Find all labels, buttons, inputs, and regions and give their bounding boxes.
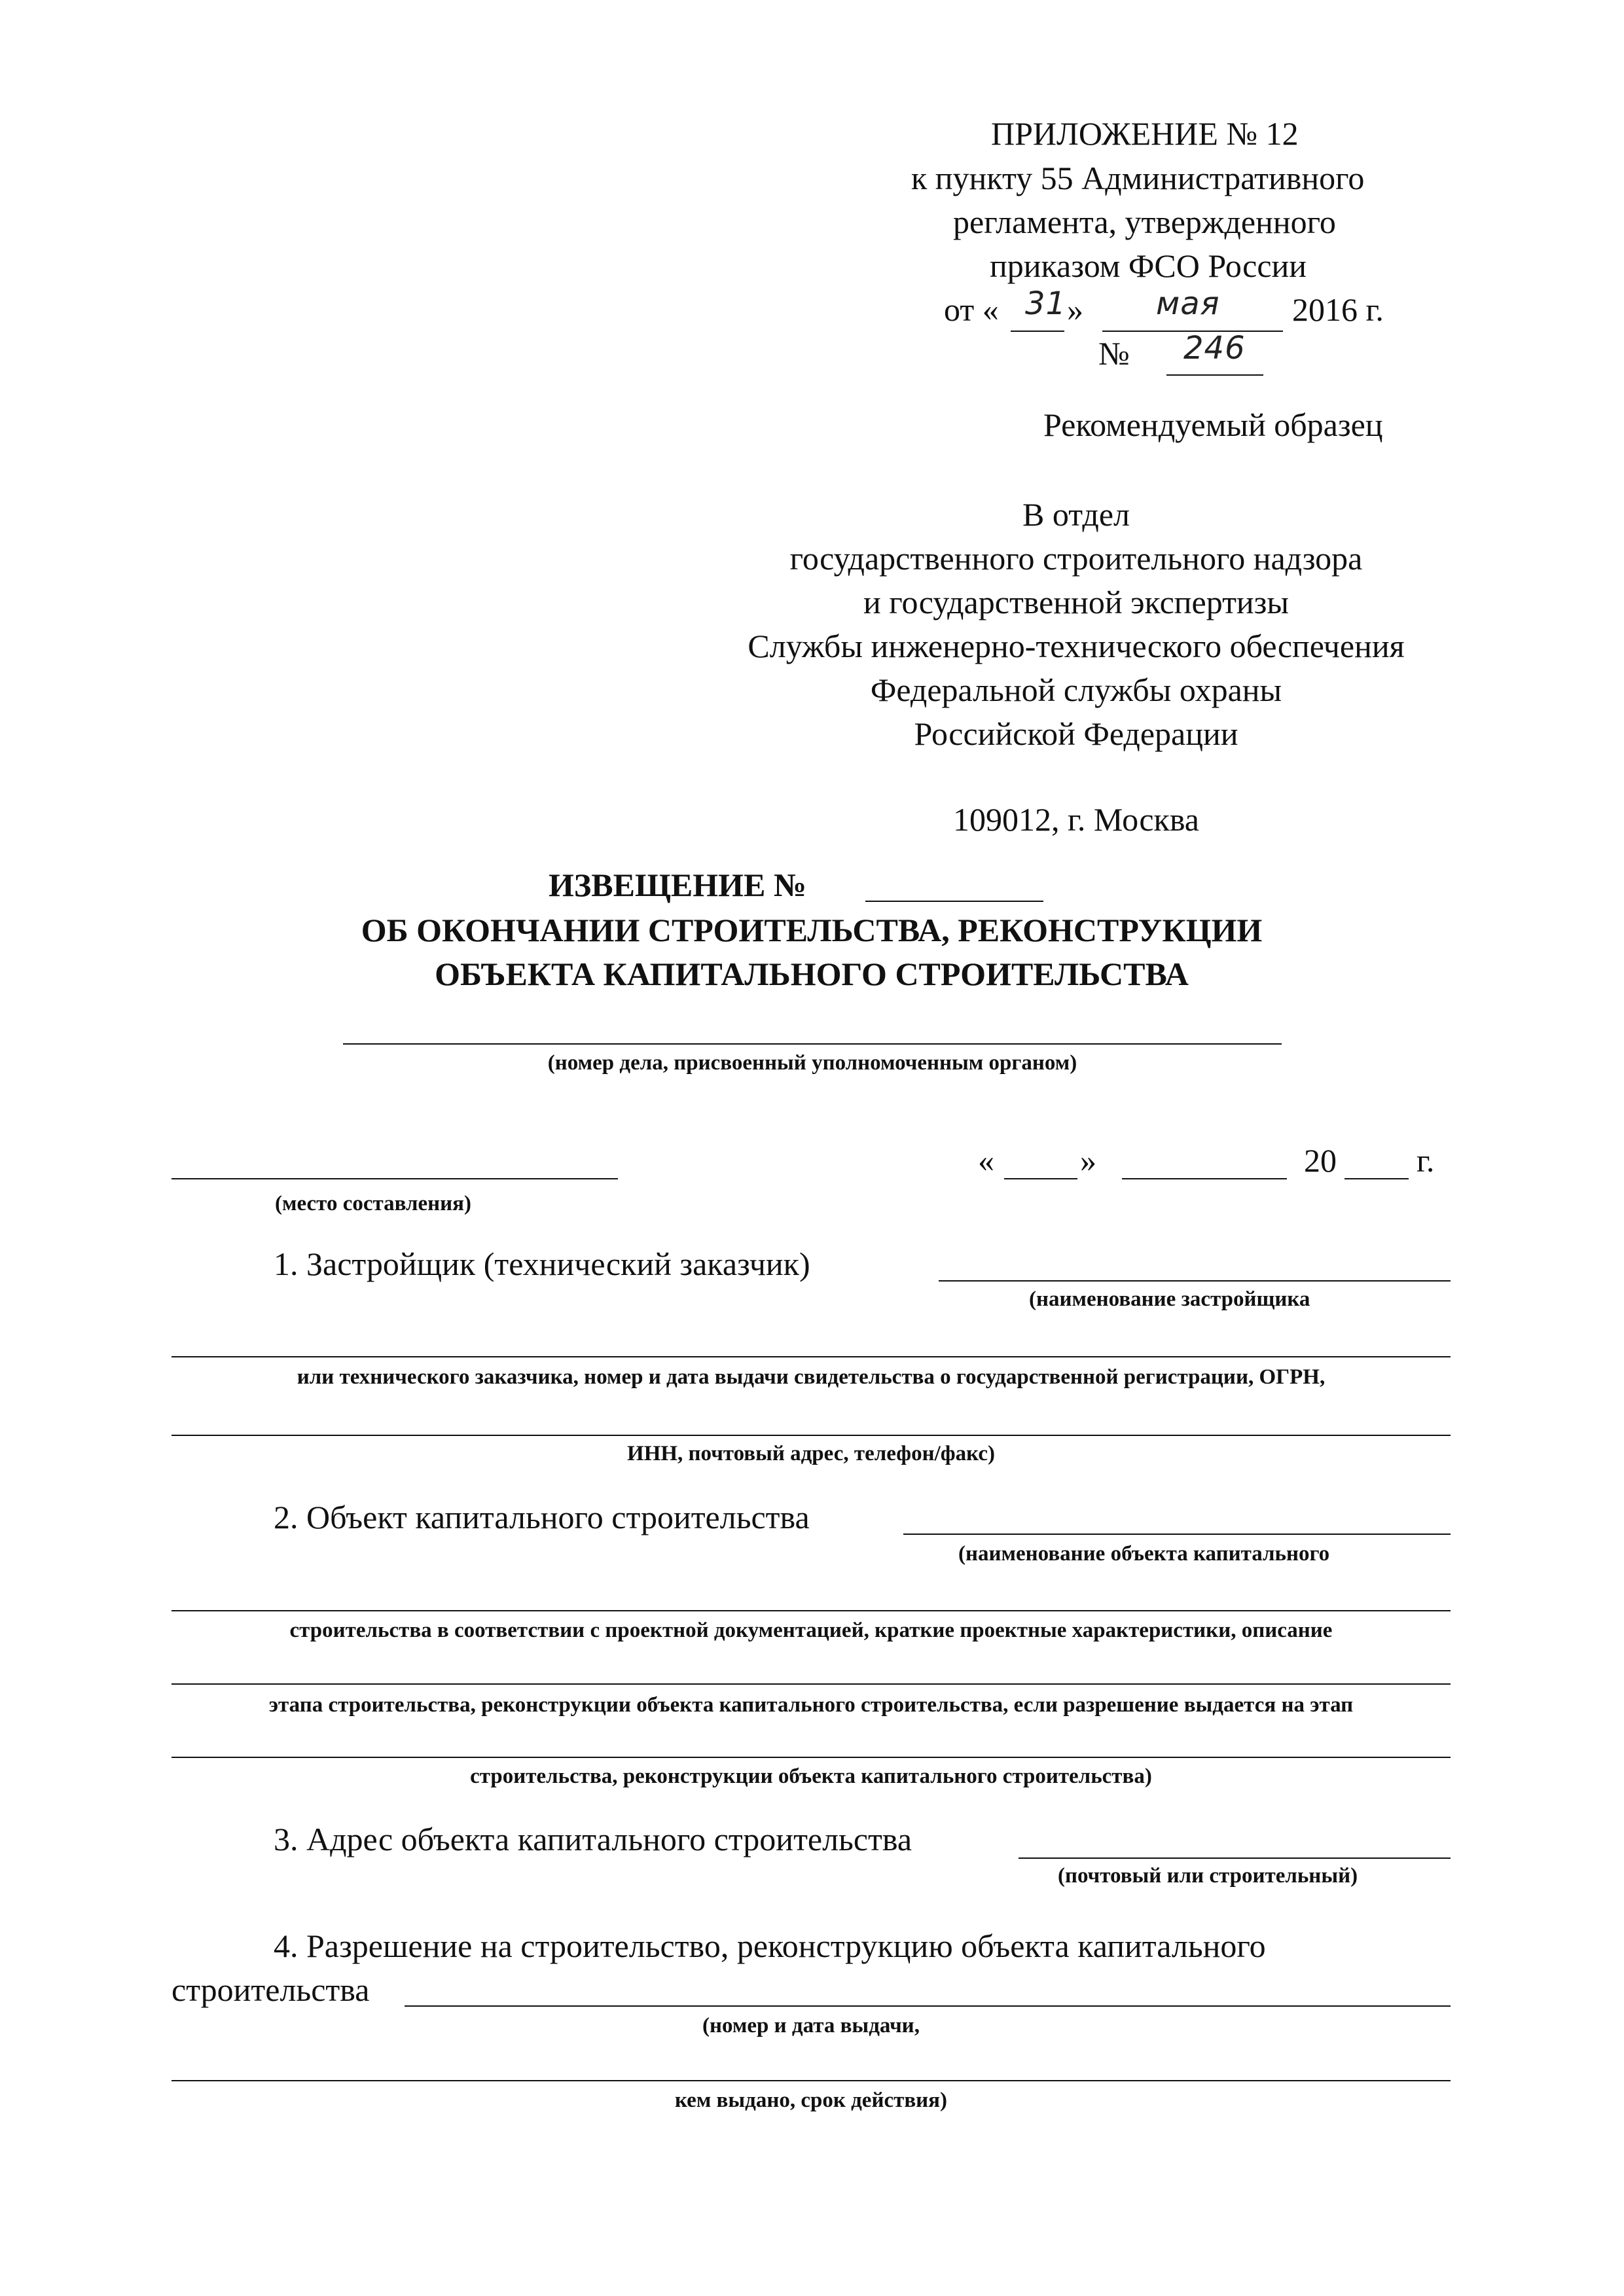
permit-field-2[interactable] <box>171 2080 1451 2081</box>
section-2-label: 2. Объект капитального строительства <box>274 1499 810 1535</box>
appendix-date-prefix: от « <box>944 291 999 328</box>
notice-heading-line-2: ОБ ОКОНЧАНИИ СТРОИТЕЛЬСТВА, РЕКОНСТРУКЦИИ <box>361 912 1263 948</box>
object-field-1[interactable] <box>903 1534 1451 1535</box>
developer-field-2[interactable] <box>171 1356 1451 1357</box>
section-4-label-line-2: строительства <box>171 1971 370 2008</box>
section-2-caption-1: (наименование объекта капитального <box>958 1542 1330 1566</box>
section-1-caption-2: или технического заказчика, номер и дата выдачи свидетельства о государственной регистрации, ОГРН, <box>297 1365 1326 1389</box>
appendix-line-2: регламента, утвержденного <box>953 204 1336 240</box>
address-field[interactable] <box>1019 1857 1451 1859</box>
addressee-line-1: В отдел <box>1022 496 1130 533</box>
section-3-caption-1: (почтовый или строительный) <box>1058 1864 1358 1888</box>
place-field[interactable] <box>171 1178 618 1179</box>
appendix-number-handwritten: 246 <box>1183 330 1246 367</box>
date-year-prefix: 20 <box>1304 1142 1337 1179</box>
notice-title: ИЗВЕЩЕНИЕ № <box>549 867 807 903</box>
appendix-line-3: приказом ФСО России <box>990 247 1307 284</box>
number-underline <box>1166 374 1263 376</box>
appendix-date-mid: » <box>1067 291 1083 328</box>
object-field-4[interactable] <box>171 1757 1451 1758</box>
date-close-quote: » <box>1080 1142 1096 1179</box>
date-open-quote: « <box>978 1142 994 1179</box>
section-2-caption-2: строительства в соответствии с проектной документацией, краткие проектные характеристики, описание <box>289 1619 1333 1642</box>
date-day-field[interactable] <box>1004 1178 1077 1179</box>
notice-number-field[interactable] <box>865 901 1043 902</box>
section-1-caption-3: ИНН, почтовый адрес, телефон/факс) <box>627 1442 995 1465</box>
addressee-line-2: государственного строительного надзора <box>789 540 1363 577</box>
section-4-caption-2: кем выдано, срок действия) <box>674 2089 947 2112</box>
object-field-3[interactable] <box>171 1683 1451 1685</box>
section-4-label-line-1: 4. Разрешение на строительство, реконструкцию объекта капитального <box>274 1928 1266 1964</box>
date-year-field[interactable] <box>1344 1178 1409 1179</box>
addressee-line-4: Службы инженерно-технического обеспечения <box>748 628 1405 664</box>
day-underline <box>1011 331 1064 332</box>
permit-field-1[interactable] <box>405 2005 1451 2007</box>
case-number-field[interactable] <box>343 1043 1282 1045</box>
notice-heading-line-3: ОБЪЕКТА КАПИТАЛЬНОГО СТРОИТЕЛЬСТВА <box>435 956 1189 992</box>
date-month-field[interactable] <box>1122 1178 1287 1179</box>
addressee-line-6: Российской Федерации <box>914 715 1238 752</box>
section-2-caption-3: этапа строительства, реконструкции объекта капитального строительства, если разрешение выдается на этап <box>268 1693 1354 1717</box>
developer-field-1[interactable] <box>939 1280 1451 1282</box>
sample-label: Рекомендуемый образец <box>1043 406 1383 443</box>
appendix-number-prefix: № <box>1098 335 1130 372</box>
addressee-city: 109012, г. Москва <box>953 801 1199 838</box>
section-4-caption-1: (номер и дата выдачи, <box>702 2014 920 2037</box>
appendix-date-suffix: 2016 г. <box>1292 291 1384 328</box>
section-1-label: 1. Застройщик (технический заказчик) <box>274 1246 810 1282</box>
section-2-caption-4: строительства, реконструкции объекта капитального строительства) <box>470 1765 1152 1788</box>
section-1-caption-1: (наименование застройщика <box>1029 1287 1310 1311</box>
place-caption: (место составления) <box>275 1192 472 1215</box>
addressee-line-3: и государственной экспертизы <box>863 584 1290 620</box>
appendix-title: ПРИЛОЖЕНИЕ № 12 <box>991 115 1299 152</box>
section-3-label: 3. Адрес объекта капитального строительства <box>274 1821 912 1857</box>
object-field-2[interactable] <box>171 1610 1451 1611</box>
addressee-line-5: Федеральной службы охраны <box>870 672 1282 708</box>
appendix-month-handwritten: мая <box>1156 285 1220 322</box>
developer-field-3[interactable] <box>171 1435 1451 1436</box>
appendix-day-handwritten: 31 <box>1025 285 1067 322</box>
date-year-suffix: г. <box>1416 1142 1435 1179</box>
case-number-caption: (номер дела, присвоенный уполномоченным органом) <box>547 1051 1077 1075</box>
appendix-line-1: к пункту 55 Административного <box>911 160 1365 196</box>
